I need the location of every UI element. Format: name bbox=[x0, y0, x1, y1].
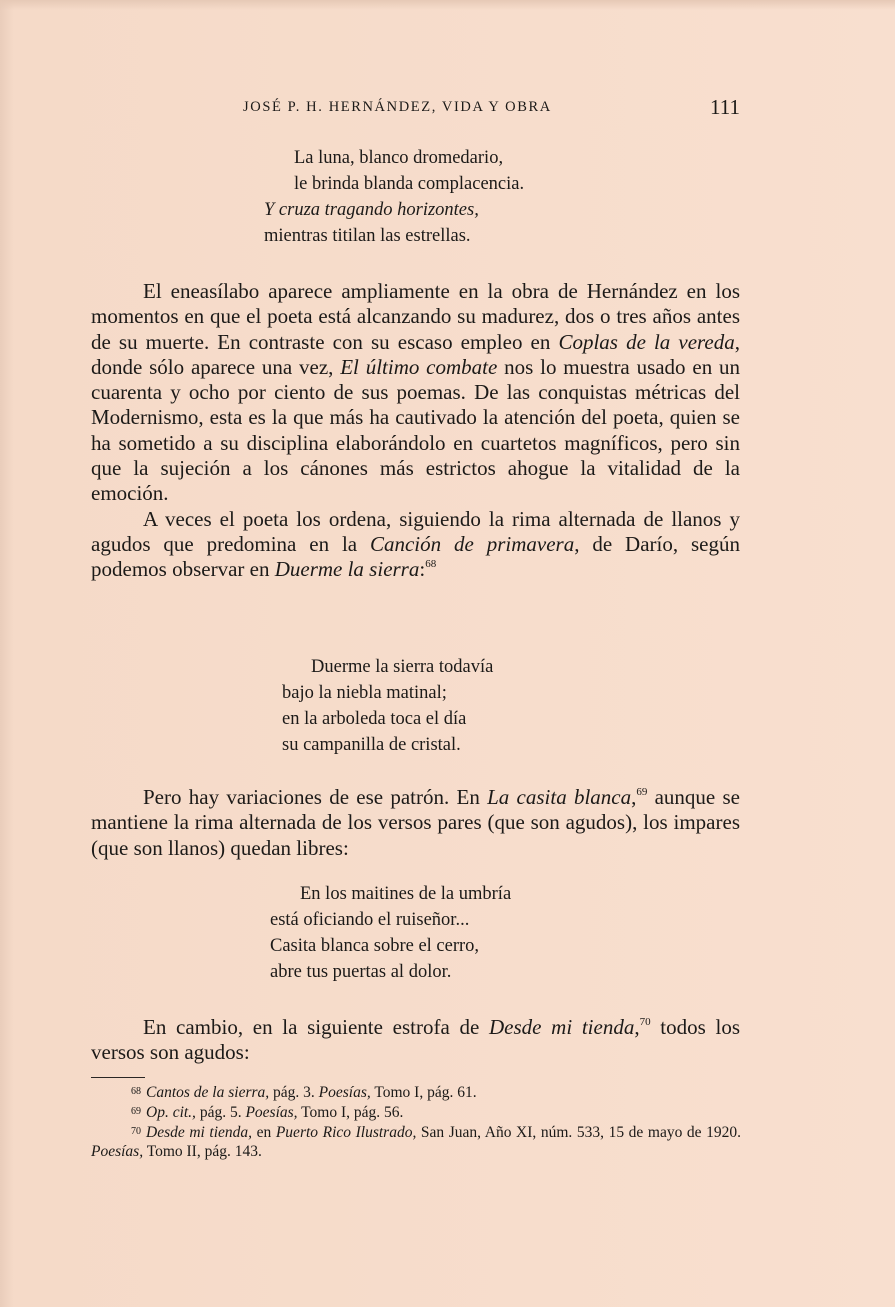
footnote-text: San Juan, Año XI, núm. 533, 15 de mayo de 1920. bbox=[416, 1124, 742, 1141]
verse-line: bajo la niebla matinal; bbox=[282, 683, 447, 703]
work-title: Canción de primavera bbox=[369, 531, 575, 556]
paragraph-text: En cambio, en la siguiente estrofa de bbox=[143, 1015, 489, 1039]
paragraph-3 bbox=[91, 785, 740, 861]
footnote-text: pág. 5. bbox=[195, 1104, 246, 1121]
verse-stanza-3 bbox=[270, 881, 512, 985]
footnote-number: 70 bbox=[131, 1126, 141, 1137]
verse-line: le brinda blanda complacencia. bbox=[294, 174, 525, 194]
work-title: Desde mi tienda bbox=[488, 1015, 635, 1039]
page-number: 111 bbox=[710, 95, 740, 119]
footnote-text: pág. 3. bbox=[269, 1084, 319, 1101]
verse-line: Duerme la sierra todavía bbox=[311, 657, 494, 677]
footnote bbox=[91, 1102, 741, 1122]
footnote-number: 68 bbox=[131, 1086, 141, 1097]
work-title: Coplas de la vereda bbox=[558, 329, 735, 354]
running-head: JOSÉ P. H. HERNÁNDEZ, VIDA Y OBRA bbox=[243, 99, 552, 115]
paragraph-4 bbox=[91, 1015, 740, 1066]
footnote bbox=[91, 1082, 741, 1102]
footnote-text: Tomo II, pág. 143. bbox=[143, 1143, 262, 1160]
paragraph-text: Pero hay variaciones de ese patrón. En bbox=[143, 785, 488, 809]
footnote-ref: 68 bbox=[425, 558, 437, 571]
footnote-divider bbox=[91, 1077, 145, 1078]
work-title: Poesías, bbox=[91, 1143, 144, 1160]
verse-stanza-1 bbox=[264, 145, 525, 249]
verse-line: En los maitines de la umbría bbox=[300, 884, 512, 904]
paragraph-text: : bbox=[419, 557, 426, 582]
paragraph-text: , bbox=[634, 1015, 640, 1039]
work-title: El último combate bbox=[340, 354, 498, 379]
footnote-text: Tomo I, pág. 61. bbox=[370, 1084, 477, 1101]
paragraph-text: El eneasílabo aparece ampliamente en la obra de Hernández en los momentos en que el poeta está alcanzando su madurez, dos o tres años antes de su muerte. En contraste con su escaso empleo en bbox=[91, 279, 740, 354]
verse-line: abre tus puertas al dolor. bbox=[270, 962, 452, 982]
work-title: Cantos de la sierra, bbox=[146, 1084, 270, 1101]
verse-line: está oficiando el ruiseñor... bbox=[270, 910, 470, 930]
paragraph-text: , donde sólo aparece una vez, bbox=[91, 329, 740, 379]
work-title: Poesías, bbox=[318, 1084, 371, 1101]
page-header bbox=[243, 95, 740, 121]
footnote bbox=[91, 1122, 741, 1161]
paragraph-text: todos los versos son agudos: bbox=[91, 1015, 740, 1065]
work-title: Duerme la sierra bbox=[274, 557, 420, 582]
paragraph-text: nos lo muestra usado en un cuarenta y ocho por ciento de sus poemas. De las conquistas métricas del Modernismo, esta es la que más ha cautivado la atención del poeta, quien se ha sometido a su disciplina elaborándolo en cuartetos magníficos, pero sin que la sujeción a los cánones más estrictos ahogue la vitalidad de la emoción. bbox=[91, 354, 741, 506]
paragraph-text: A veces el poeta los ordena, siguiendo la rima alternada de llanos y agudos que predomina en la bbox=[91, 506, 740, 556]
verse-line: mientras titilan las estrellas. bbox=[264, 226, 471, 246]
footnote-ref: 70 bbox=[639, 1016, 651, 1028]
verse-line: en la arboleda toca el día bbox=[282, 709, 467, 729]
work-title: Op. cit., bbox=[146, 1104, 196, 1121]
footnote-text: en bbox=[252, 1124, 276, 1141]
work-title: Puerto Rico Ilustrado, bbox=[275, 1124, 417, 1141]
footnote-ref: 69 bbox=[636, 786, 648, 798]
verse-line: Y cruza tragando horizontes, bbox=[264, 200, 479, 220]
work-title: La casita blanca bbox=[487, 785, 632, 809]
paragraph-text: , de Darío, según podemos observar en bbox=[91, 531, 740, 582]
paragraph-1 bbox=[91, 279, 740, 583]
work-title: Desde mi tienda, bbox=[146, 1124, 253, 1141]
verse-line: su campanilla de cristal. bbox=[282, 735, 461, 755]
paragraph-text: aunque se mantiene la rima alternada de los versos pares (que son agudos), los impares (que son llanos) quedan libres: bbox=[91, 785, 741, 860]
verse-stanza-2 bbox=[282, 654, 494, 758]
verse-line: La luna, blanco dromedario, bbox=[294, 148, 504, 168]
work-title: Poesías, bbox=[245, 1104, 298, 1121]
verse-line: Casita blanca sobre el cerro, bbox=[270, 936, 480, 956]
footnote-number: 69 bbox=[131, 1106, 141, 1117]
footnotes bbox=[91, 1082, 741, 1161]
paragraph-text: , bbox=[631, 785, 637, 809]
footnote-text: Tomo I, pág. 56. bbox=[297, 1104, 404, 1121]
